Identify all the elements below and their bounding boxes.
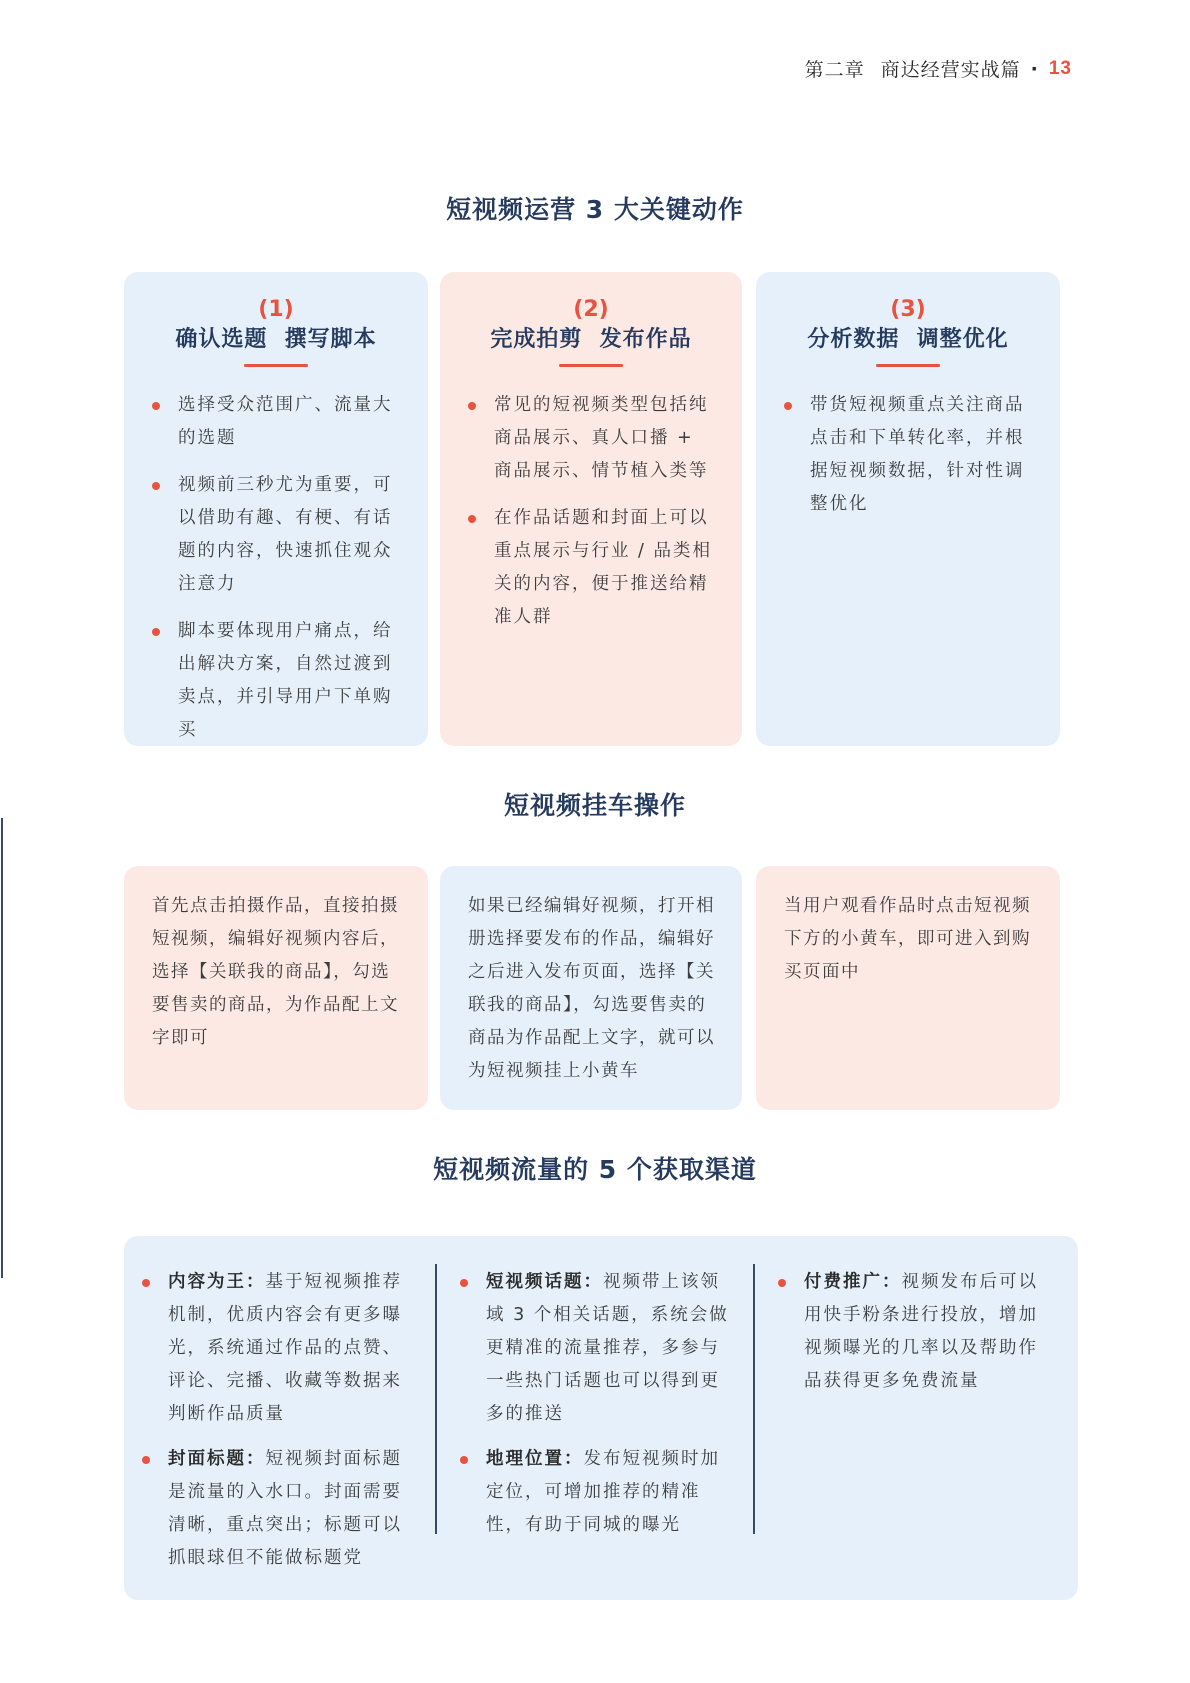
bullet-dot-icon [460, 1456, 468, 1464]
item-label: 短视频话题： [486, 1272, 603, 1292]
bullet-list [778, 1266, 1048, 1398]
item-text: 发布短视频时加定位，可增加推荐的精准性，有助于同城的曝光 [486, 1449, 720, 1535]
bullet-list [440, 389, 742, 634]
traffic-channels-panel [124, 1236, 1078, 1600]
bullet-list [142, 1266, 412, 1575]
column-divider [435, 1264, 437, 1534]
cart-step-card-3 [756, 866, 1060, 1110]
list-item [784, 389, 1034, 521]
card-title: 确认选题 撰写脚本 [175, 327, 377, 352]
action-card-3 [756, 272, 1060, 746]
list-item [468, 389, 716, 488]
channel-column-3 [778, 1266, 1048, 1410]
channel-column-2 [460, 1266, 730, 1554]
list-item [152, 615, 402, 747]
list-item [152, 469, 402, 601]
card-text: 首先点击拍摄作品，直接拍摄短视频，编辑好视频内容后，选择【关联我的商品】，勾选要售卖的商品，为作品配上文字即可 [152, 896, 399, 1048]
item-label: 地理位置： [486, 1449, 584, 1469]
list-item [142, 1266, 412, 1431]
title-underline [876, 364, 940, 367]
item-text: 基于短视频推荐机制，优质内容会有更多曝光，系统通过作品的点赞、评论、完播、收藏等数据来判断作品质量 [168, 1272, 402, 1424]
item-text: 视频发布后可以用快手粉条进行投放，增加视频曝光的几率以及帮助作品获得更多免费流量 [804, 1272, 1038, 1391]
cart-step-card-2 [440, 866, 742, 1110]
list-item-text: 视频前三秒尤为重要，可以借助有趣、有梗、有话题的内容，快速抓住观众注意力 [178, 475, 393, 594]
item-text: 短视频封面标题是流量的入水口。封面需要清晰，重点突出；标题可以抓眼球但不能做标题党 [168, 1449, 402, 1568]
action-card-2 [440, 272, 742, 746]
bullet-dot-icon [152, 482, 160, 490]
section-title-traffic-channels: 短视频流量的 5 个获取渠道 [433, 1155, 757, 1184]
column-divider [753, 1264, 755, 1534]
bullet-dot-icon [784, 402, 792, 410]
bullet-list [756, 389, 1060, 521]
card-number: (2) [573, 297, 609, 322]
cart-step-card-1 [124, 866, 428, 1110]
chapter-label: 第二章 [804, 59, 865, 81]
bullet-dot-icon [142, 1279, 150, 1287]
card-number: (1) [258, 297, 294, 322]
card-text: 当用户观看作品时点击短视频下方的小黄车，即可进入到购买页面中 [784, 896, 1031, 982]
card-title: 完成拍剪 发布作品 [490, 327, 692, 352]
margin-rule [1, 818, 3, 1278]
item-label: 付费推广： [804, 1272, 902, 1292]
list-item [460, 1266, 730, 1431]
page-number: 13 [1048, 57, 1072, 79]
item-text: 视频带上该领域 3 个相关话题，系统会做更精准的流量推荐，多参与一些热门话题也可以得到更多的推送 [486, 1272, 729, 1424]
bullet-list [124, 389, 428, 747]
list-item-text: 选择受众范围广、流量大的选题 [178, 395, 393, 448]
part-label: 商达经营实战篇 [880, 59, 1021, 81]
title-underline [559, 364, 623, 367]
action-card-1 [124, 272, 428, 746]
list-item-text: 脚本要体现用户痛点，给出解决方案，自然过渡到卖点，并引导用户下单购买 [178, 621, 393, 740]
card-number: (3) [890, 297, 926, 322]
bullet-dot-icon [778, 1279, 786, 1287]
list-item-text: 带货短视频重点关注商品点击和下单转化率，并根据短视频数据，针对性调整优化 [810, 395, 1025, 514]
title-underline [244, 364, 308, 367]
list-item-text: 在作品话题和封面上可以重点展示与行业 / 品类相关的内容，便于推送给精准人群 [494, 508, 713, 627]
channel-column-1 [142, 1266, 412, 1587]
item-label: 封面标题： [168, 1449, 266, 1469]
bullet-dot-icon [460, 1279, 468, 1287]
list-item [778, 1266, 1048, 1398]
header-separator: · [1030, 57, 1039, 80]
list-item [460, 1443, 730, 1542]
bullet-dot-icon [142, 1456, 150, 1464]
card-title: 分析数据 调整优化 [807, 327, 1009, 352]
list-item [142, 1443, 412, 1575]
card-text: 如果已经编辑好视频，打开相册选择要发布的作品，编辑好之后进入发布页面，选择【关联我的商品】，勾选要售卖的商品为作品配上文字，就可以为短视频挂上小黄车 [468, 896, 715, 1081]
item-label: 内容为王： [168, 1272, 266, 1292]
bullet-dot-icon [152, 402, 160, 410]
bullet-dot-icon [152, 628, 160, 636]
bullet-dot-icon [468, 402, 476, 410]
bullet-dot-icon [468, 515, 476, 523]
bullet-list [460, 1266, 730, 1542]
list-item-text: 常见的短视频类型包括纯商品展示、真人口播 + 商品展示、情节植入类等 [494, 395, 709, 481]
section-title-cart-operation: 短视频挂车操作 [503, 791, 686, 820]
section-title-key-actions: 短视频运营 3 大关键动作 [446, 195, 744, 224]
list-item [468, 502, 716, 634]
running-header [805, 55, 1072, 82]
list-item [152, 389, 402, 455]
